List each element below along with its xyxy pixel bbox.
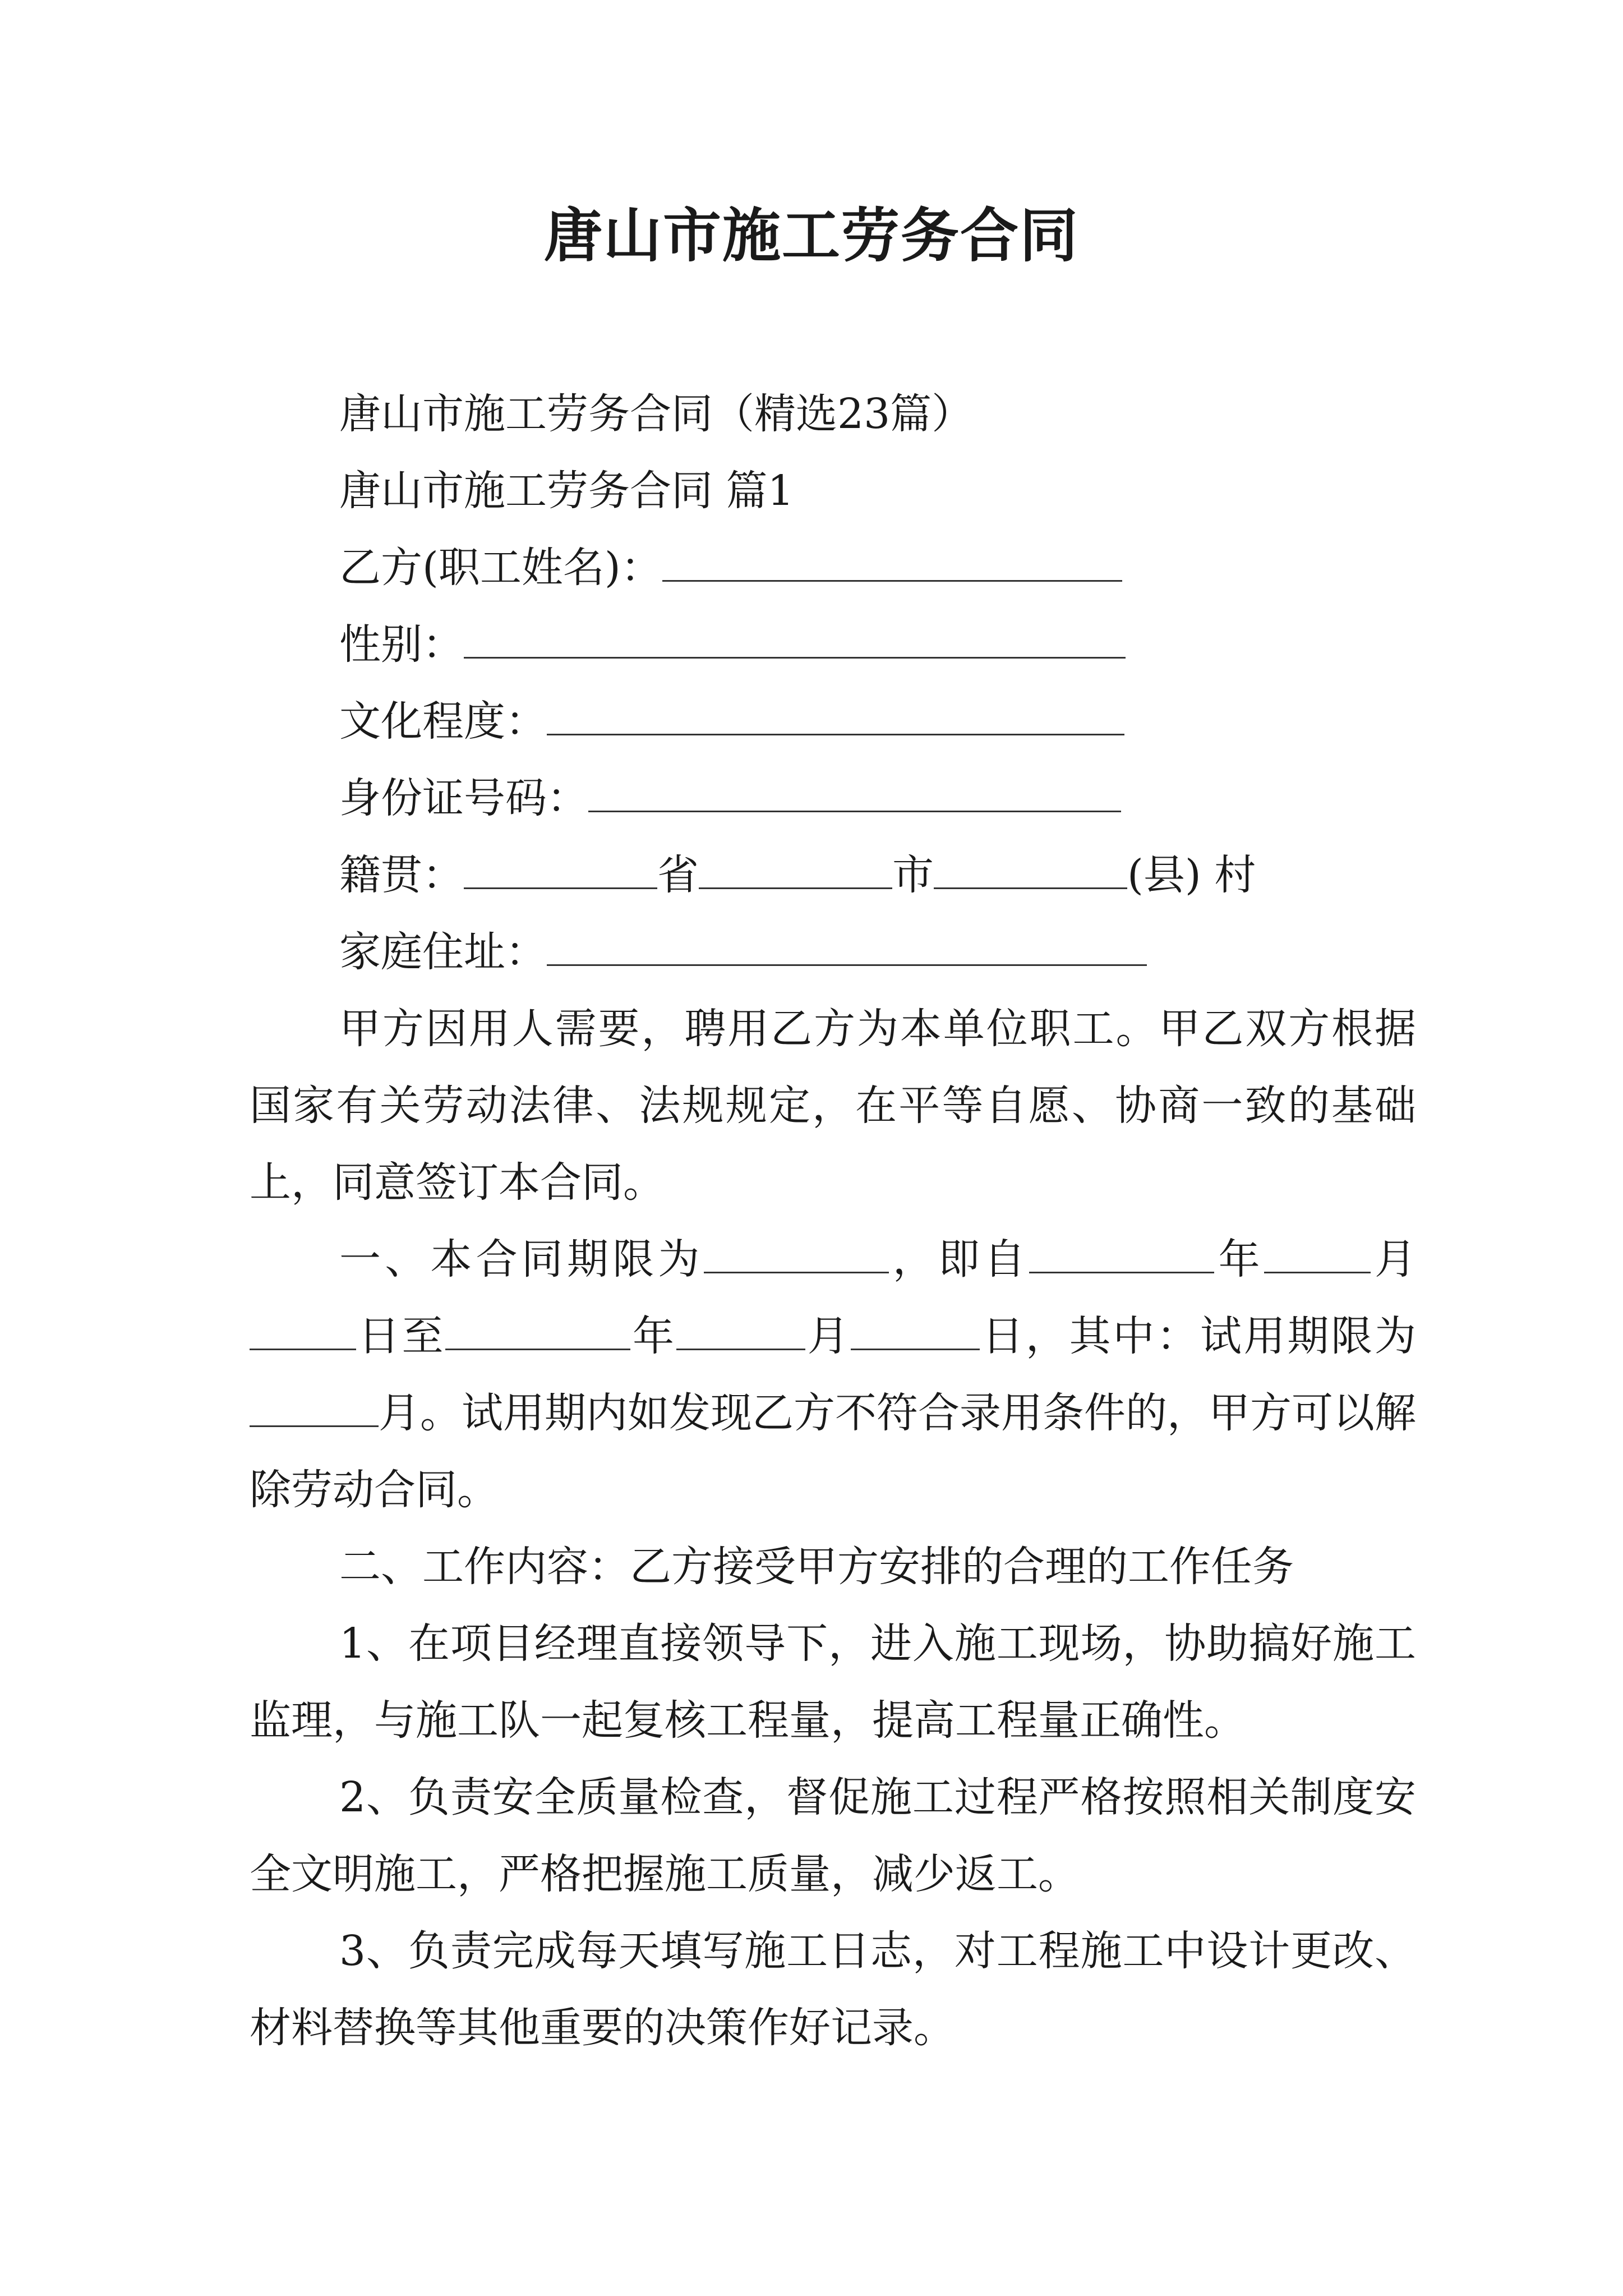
clause1-a: 一、本合同期限为: [339, 1235, 704, 1283]
origin-province: 省: [657, 851, 699, 899]
clause1-h: 日，其中：试用期限为: [980, 1312, 1417, 1360]
document-title: 唐山市施工劳务合同: [543, 201, 1079, 270]
id-label: 身份证号码：: [339, 774, 588, 822]
address-label: 家庭住址：: [339, 928, 547, 976]
origin-county: (县) 村: [1127, 851, 1256, 899]
end-month-blank: [676, 1314, 805, 1350]
document-body: [250, 376, 1416, 2067]
gender-label: 性别：: [339, 620, 464, 669]
end-year-blank: [445, 1314, 630, 1350]
subtitle: 唐山市施工劳务合同（精选23篇）: [339, 390, 974, 438]
item-1: 1、在项目经理直接领导下，进入施工现场，协助搞好施工监理，与施工队一起复核工程量，提高工程量正确性。: [250, 1619, 1416, 1745]
clause1-c: 年: [1214, 1235, 1264, 1283]
origin-label: 籍贯：: [339, 851, 464, 899]
term-blank: [704, 1237, 889, 1273]
clause1-g: 月: [805, 1312, 851, 1360]
county-blank: [934, 853, 1127, 889]
field-origin: [250, 837, 1416, 914]
intro-paragraph: 甲方因用人需要，聘用乙方为本单位职工。甲乙双方根据国家有关劳动法律、法规规定，在平等自愿、协商一致的基础上，同意签订本合同。: [250, 1005, 1416, 1207]
education-blank: [547, 699, 1124, 735]
probation-blank: [250, 1391, 379, 1427]
province-blank: [464, 853, 657, 889]
city-blank: [699, 853, 892, 889]
field-id: [250, 760, 1416, 837]
end-day-blank: [851, 1314, 980, 1350]
clause1-b: ，即自: [888, 1235, 1030, 1283]
field-address: [250, 914, 1416, 991]
name-label: 乙方(职工姓名)：: [339, 544, 662, 592]
gender-blank: [464, 622, 1126, 659]
clause1-f: 年: [630, 1312, 676, 1360]
address-blank: [547, 930, 1147, 966]
start-month-blank: [1264, 1237, 1371, 1273]
field-gender: [250, 606, 1416, 683]
clause1-d: 月: [1370, 1235, 1417, 1283]
section-heading: 唐山市施工劳务合同 篇1: [339, 467, 794, 515]
education-label: 文化程度：: [339, 697, 547, 746]
field-name: [250, 530, 1416, 606]
item-3: 3、负责完成每天填写施工日志，对工程施工中设计更改、材料替换等其他重要的决策作好记录。: [250, 1927, 1416, 2052]
id-blank: [588, 776, 1121, 812]
item-2: 2、负责安全质量检查，督促施工过程严格按照相关制度安全文明施工，严格把握施工质量，减少返工。: [250, 1773, 1416, 1898]
start-year-blank: [1029, 1237, 1214, 1273]
start-day-blank: [250, 1314, 356, 1350]
clause-1: [250, 1221, 1416, 1529]
origin-city: 市: [892, 851, 934, 899]
clause-2: 二、工作内容：乙方接受甲方安排的合理的工作任务: [339, 1543, 1294, 1591]
clause1-e: 日至: [356, 1312, 446, 1360]
field-education: [250, 683, 1416, 760]
name-blank: [662, 545, 1122, 582]
clause1-i: 月。试用期内如发现乙方不符合录用条件的，甲方可以解除劳动合同。: [250, 1389, 1416, 1514]
